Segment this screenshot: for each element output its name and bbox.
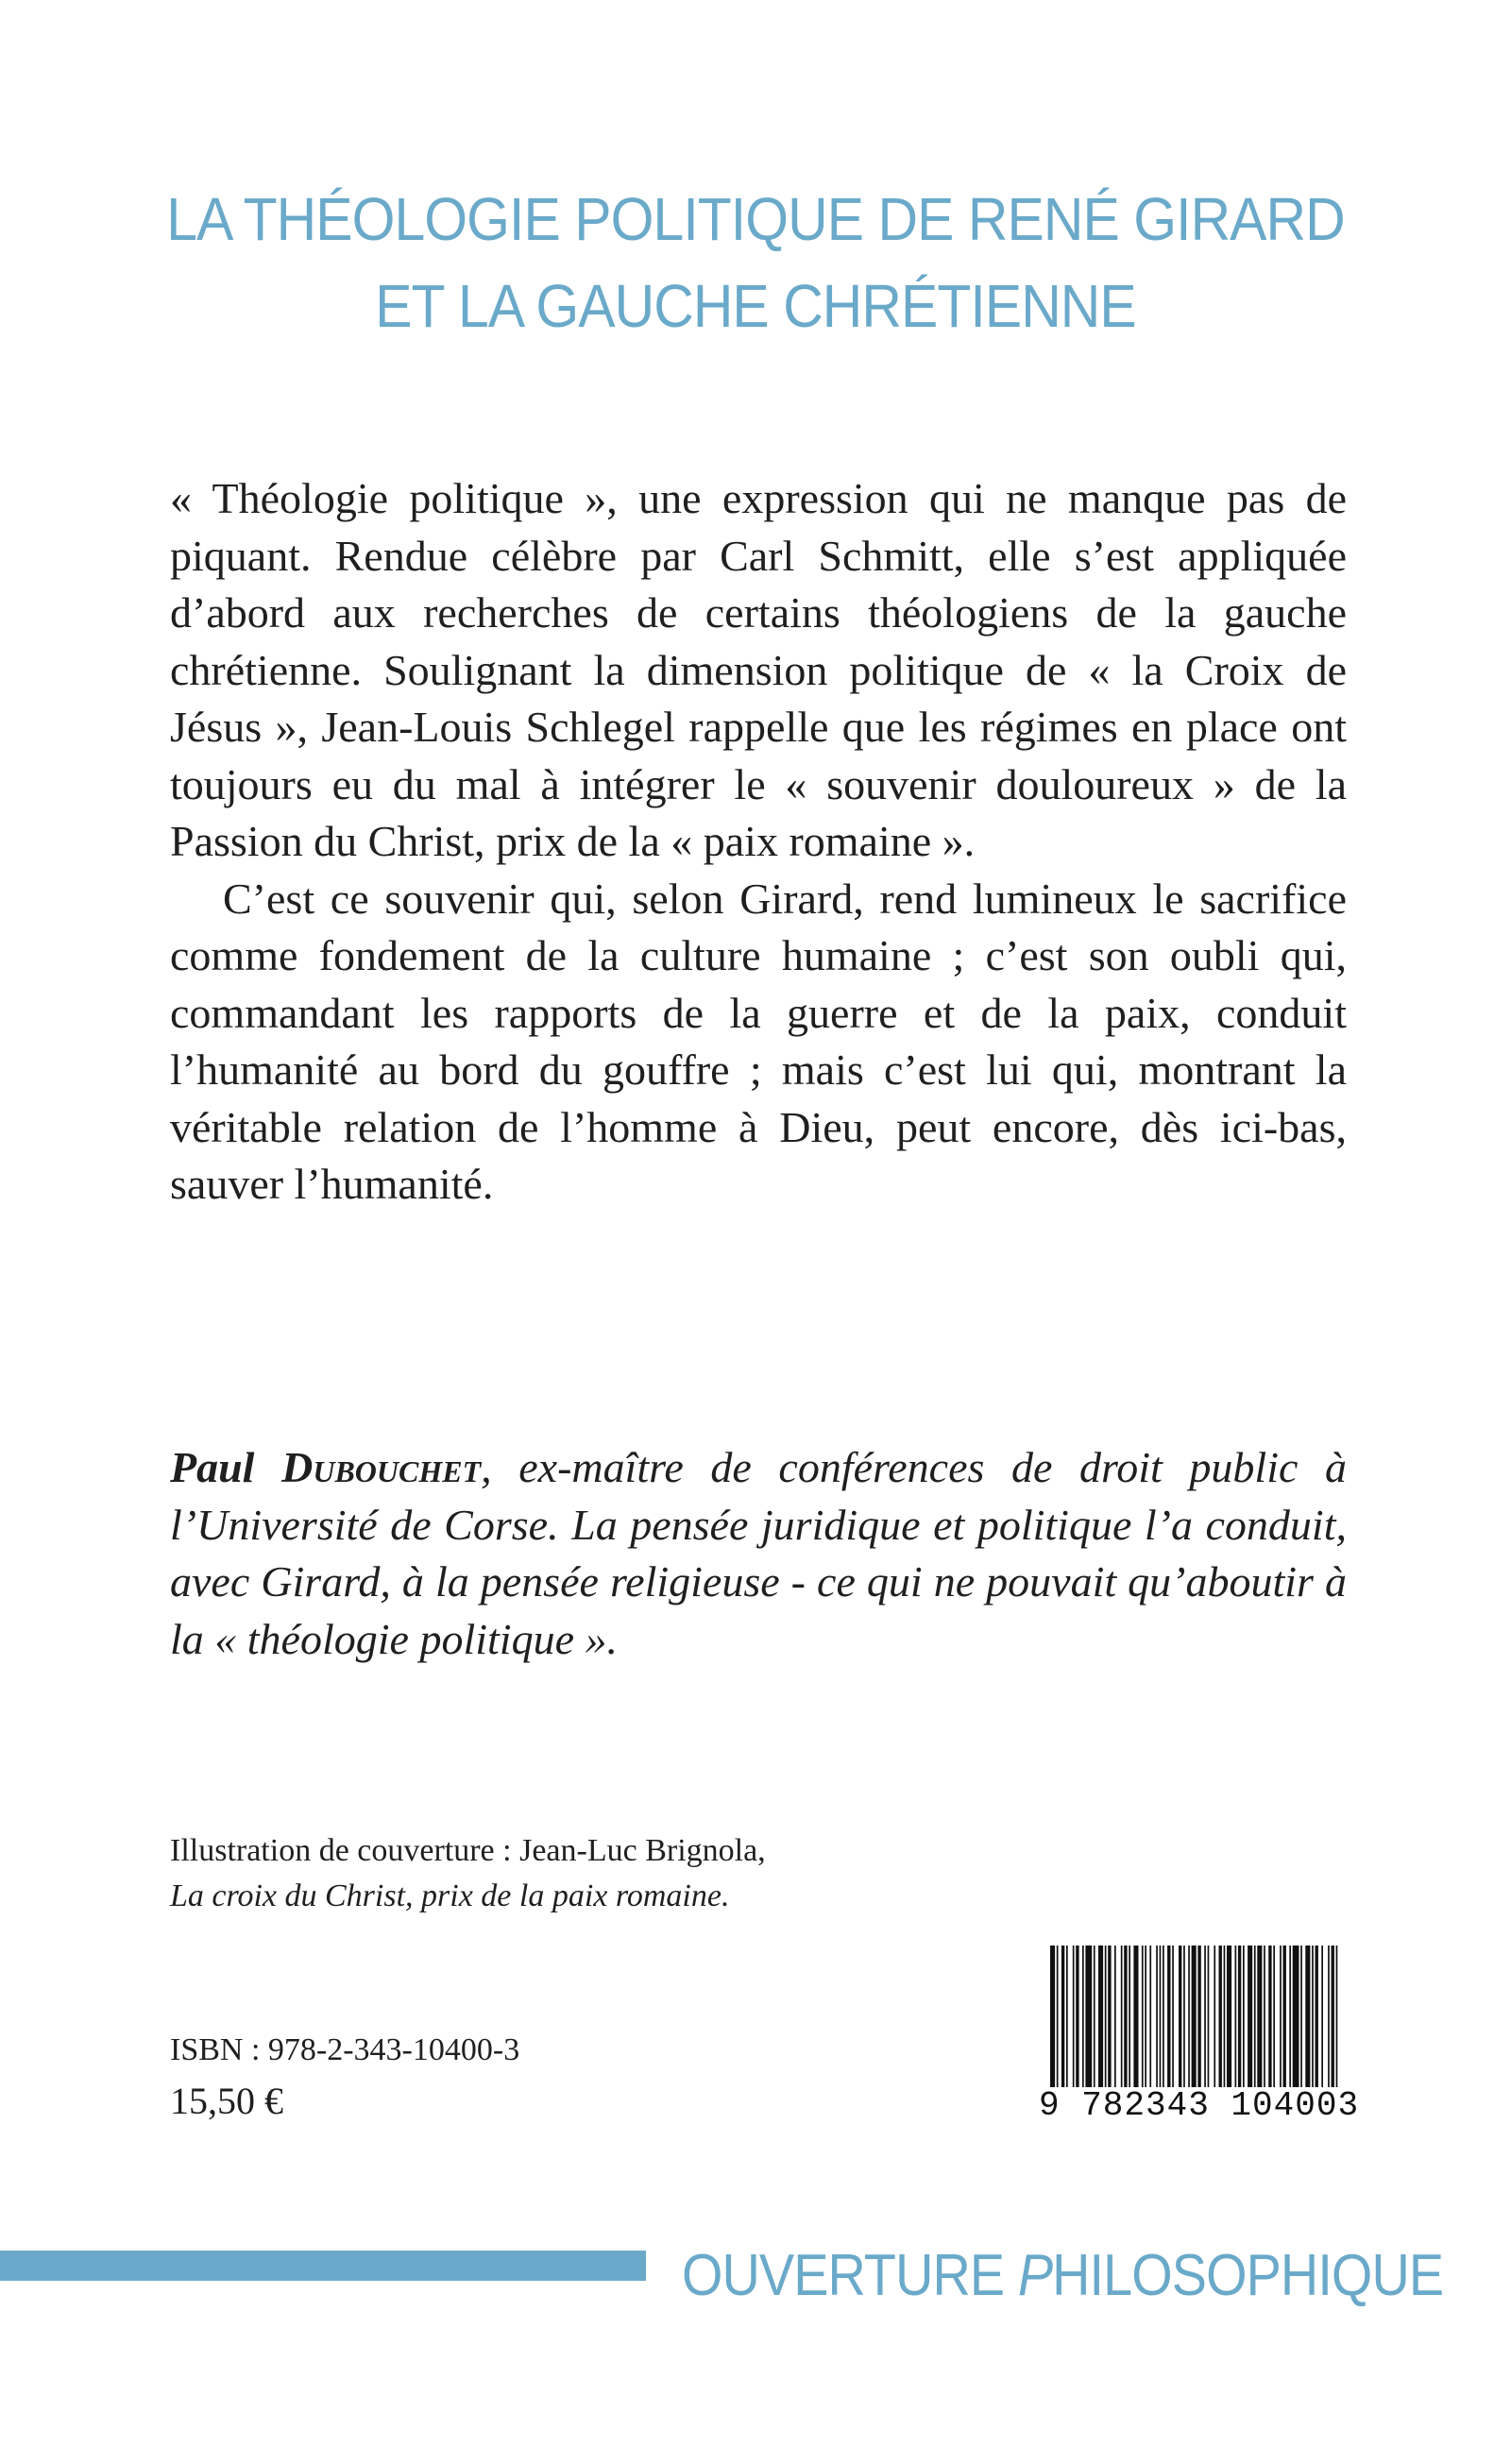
barcode-digits: 9 782343 104003 [1039,2086,1360,2125]
barcode-bar [1085,1946,1092,2087]
barcode-bar [1172,1946,1174,2087]
barcode-bar [1057,1946,1059,2087]
summary-paragraph-2: C’est ce souvenir qui, selon Girard, rend lumineux le sacrifice comme fondement de la culture humaine ; c’est son oubli qui, commandant les rapports de la guerre et de la paix, conduit l’humanité au bord du gouffre ; mais c’est lui qui, montrant la véritable relation de l’homme à Dieu, peut encore, dès ici-bas, sauver l’humanité. [170,874,1347,1208]
author-bio-text: , ex-maître de conférences de droit public à l’Université de Corse. La pensée juridique et politique l’a conduit, avec Girard, à la pensée religieuse - ce qui ne pouvait qu’aboutir à la « théologie politique ». [170,1443,1348,1663]
barcode-bar [1248,1946,1252,2087]
author-bio [170,1439,1347,1668]
barcode-bar [1264,1946,1265,2087]
barcode-bar [1257,1946,1262,2087]
barcode-bar [1214,1946,1215,2087]
barcode-bar [1336,1946,1338,2087]
barcode-bar [1227,1946,1231,2087]
illustration-work-title: La croix du Christ, prix de la paix romaine. [170,1878,730,1913]
barcode-bar [1082,1946,1084,2087]
barcode-bar [1235,1946,1237,2087]
book-title-line-1: LA THÉOLOGIE POLITIQUE DE RENÉ GIRARD [166,185,1345,253]
barcode-bar [1076,1946,1078,2087]
barcode-bar [1204,1946,1206,2087]
barcode-bar [1124,1946,1127,2087]
barcode-bar [1105,1946,1107,2087]
isbn: ISBN : 978-2-343-10400-3 [170,2032,520,2067]
barcode-bar [1121,1946,1123,2087]
barcode-bar [1224,1946,1226,2087]
series-name-part-3: HILOSOPHIQUE [1052,2243,1444,2308]
barcode-bar [1061,1946,1064,2087]
book-title [60,176,1451,349]
barcode-bar [1188,1946,1190,2087]
barcode-bar [1238,1946,1241,2087]
barcode-bar [1273,1946,1275,2087]
barcode-bar [1050,1946,1055,2087]
series-name [682,2242,1443,2310]
author-name [170,1443,481,1491]
series-accent-bar [0,2251,646,2281]
barcode-bar [1129,1946,1130,2087]
series-name-part-2: P [1017,2243,1053,2308]
barcode-bar [1208,1946,1210,2087]
barcode-bar [1167,1946,1170,2087]
barcode-bar [1197,1946,1200,2087]
barcode-bars [1048,1946,1341,2087]
barcode-bar [1133,1946,1138,2087]
series-name-part-1: OUVERTURE [682,2243,1018,2308]
barcode-bar [1280,1946,1282,2087]
barcode-bar [1066,1946,1068,2087]
price: 15,50 € [170,2080,283,2122]
barcode-bar [1219,1946,1222,2087]
barcode-bar [1192,1946,1197,2087]
barcode-bar [1328,1946,1330,2087]
barcode-bar [1073,1946,1075,2087]
barcode-bar [1312,1946,1314,2087]
author-first-name: Paul [170,1443,255,1491]
author-last-name-initial: D [281,1443,314,1491]
barcode-bar [1300,1946,1302,2087]
barcode-bar [1243,1946,1245,2087]
barcode-bar [1321,1946,1323,2087]
barcode-bar [1283,1946,1286,2087]
barcode-bar [1114,1946,1116,2087]
illustration-credit-line: Illustration de couverture : Jean-Luc Brignola, [170,1833,766,1868]
barcode-bar [1142,1946,1144,2087]
summary-text [170,470,1347,1214]
barcode-bar [1160,1946,1162,2087]
barcode-bar [1183,1946,1185,2087]
barcode-bar [1163,1946,1164,2087]
barcode-bar [1145,1946,1146,2087]
barcode-bar [1156,1946,1158,2087]
author-last-name-rest: ubouchet [313,1443,482,1491]
barcode-bar [1332,1946,1334,2087]
barcode-bar [1149,1946,1151,2087]
illustration-credit [170,1828,1020,1919]
barcode-bar [1289,1946,1291,2087]
barcode-bar [1254,1946,1256,2087]
summary-paragraph-1: « Théologie politique », une expression qui ne manque pas de piquant. Rendue célèbre par Carl Schmitt, elle s’est appliquée d’abord aux recherches de certains théologiens de la gauche chrétienne. Soulignant la dimension politique de « la Croix de Jésus », Jean-Louis Schlegel rappelle que les régimes en place ont toujours eu du mal à intégrer le « souvenir douloureux » de la Passion du Christ, prix de la « paix romaine ». [170,474,1347,865]
barcode-bar [1293,1946,1299,2087]
barcode-bar [1179,1946,1181,2087]
barcode-bar [1305,1946,1310,2087]
book-title-line-2: ET LA GAUCHE CHRÉTIENNE [375,272,1136,340]
barcode-bar [1316,1946,1318,2087]
barcode-bar [1108,1946,1111,2087]
barcode-bar [1098,1946,1103,2087]
barcode-bar [1268,1946,1271,2087]
barcode-bar [1094,1946,1095,2087]
